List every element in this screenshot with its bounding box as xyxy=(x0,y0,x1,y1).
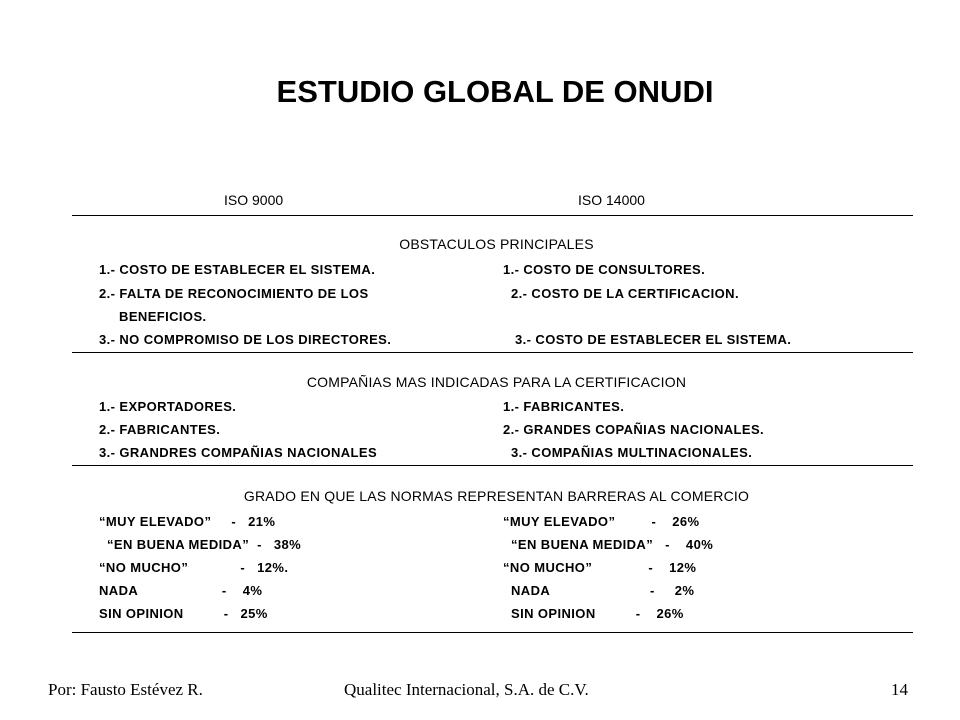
list-item: 1.- EXPORTADORES. xyxy=(99,399,237,414)
list-item: “MUY ELEVADO” - 21% xyxy=(99,514,276,529)
list-item: SIN OPINION - 25% xyxy=(99,606,268,621)
list-item: NADA - 2% xyxy=(503,583,695,598)
list-item: “EN BUENA MEDIDA” - 38% xyxy=(99,537,302,552)
list-item: 2.- FALTA DE RECONOCIMIENTO DE LOS xyxy=(99,286,369,301)
divider xyxy=(72,352,913,353)
list-item: NADA - 4% xyxy=(99,583,263,598)
column-header-iso-14000: ISO 14000 xyxy=(578,192,645,208)
divider xyxy=(72,632,913,633)
page-number: 14 xyxy=(891,680,908,699)
slide-title: ESTUDIO GLOBAL DE ONUDI xyxy=(276,74,714,109)
section-title-barreras: GRADO EN QUE LAS NORMAS REPRESENTAN BARRERAS AL COMERCIO xyxy=(243,488,750,504)
list-item: “NO MUCHO” - 12%. xyxy=(99,560,289,575)
divider xyxy=(72,215,913,216)
section-title-companias: COMPAÑIAS MAS INDICADAS PARA LA CERTIFICACION xyxy=(306,374,687,390)
list-item: 3.- NO COMPROMISO DE LOS DIRECTORES. xyxy=(99,332,392,347)
list-item: BENEFICIOS. xyxy=(99,309,207,324)
list-item: “MUY ELEVADO” - 26% xyxy=(503,514,700,529)
divider xyxy=(72,465,913,466)
list-item: 1.- COSTO DE ESTABLECER EL SISTEMA. xyxy=(99,262,376,277)
list-item: 2.- FABRICANTES. xyxy=(99,422,221,437)
section-title-obstaculos: OBSTACULOS PRINCIPALES xyxy=(399,236,594,252)
footer-company: Qualitec Internacional, S.A. de C.V. xyxy=(344,680,589,699)
list-item: 2.- GRANDES COPAÑIAS NACIONALES. xyxy=(503,422,765,437)
list-item: 2.- COSTO DE LA CERTIFICACION. xyxy=(503,286,739,301)
list-item: “NO MUCHO” - 12% xyxy=(503,560,697,575)
list-item: 3.- COSTO DE ESTABLECER EL SISTEMA. xyxy=(503,332,792,347)
list-item: 1.- FABRICANTES. xyxy=(503,399,625,414)
footer-author: Por: Fausto Estévez R. xyxy=(48,680,203,699)
column-header-iso-9000: ISO 9000 xyxy=(224,192,284,208)
list-item: 3.- GRANDRES COMPAÑIAS NACIONALES xyxy=(99,445,378,460)
list-item: 3.- COMPAÑIAS MULTINACIONALES. xyxy=(503,445,753,460)
list-item: “EN BUENA MEDIDA” - 40% xyxy=(503,537,714,552)
list-item: 1.- COSTO DE CONSULTORES. xyxy=(503,262,706,277)
list-item: SIN OPINION - 26% xyxy=(503,606,684,621)
